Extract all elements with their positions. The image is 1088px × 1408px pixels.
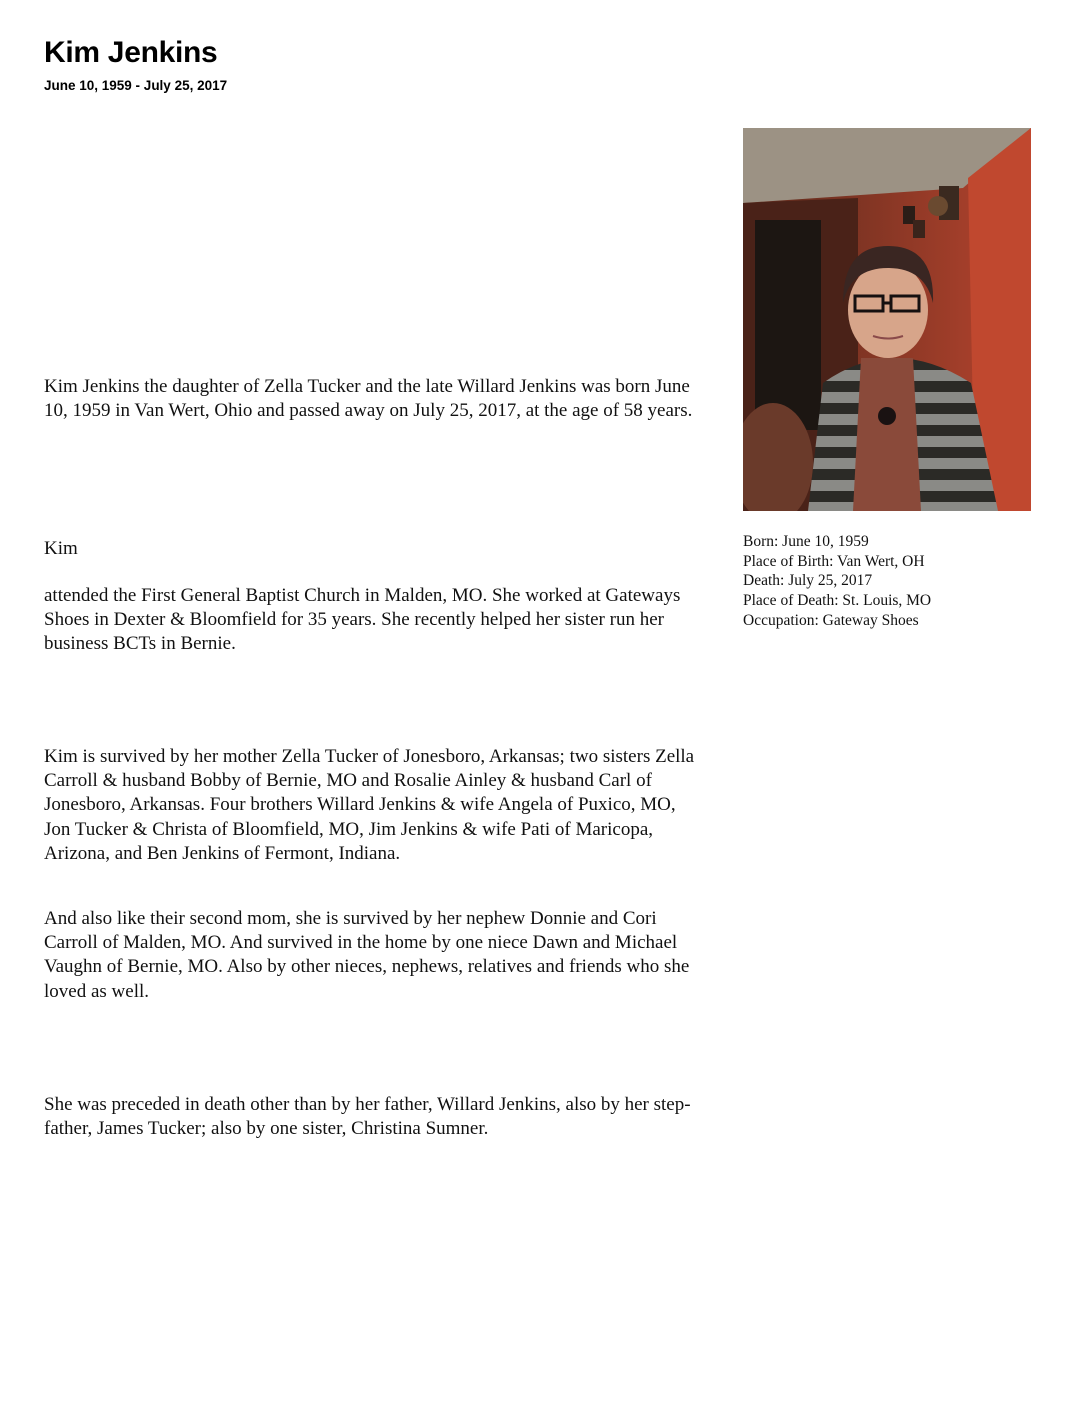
obituary-paragraph-survivors: Kim is survived by her mother Zella Tucker of Jonesboro, Arkansas; two sisters Zella Carroll & husband Bobby of Bernie, MO and Rosalie Ainley & husband Carl of Jonesboro, Arkansas. Four brothers Willard Jenkins & wife Angela of Puxico, MO, Jon Tucker & Christa of Bloomfield, MO, Jim Jenkins & wife Pati of Maricopa, Arizona, and Ben Jenkins of Fermont, Indiana.	[44, 746, 695, 864]
page-title: Kim Jenkins	[44, 36, 218, 69]
obituary-paragraph-preceded: She was preceded in death other than by her father, Willard Jenkins, also by her step-father, James Tucker; also by one sister, Christina Sumner.	[44, 1094, 691, 1140]
fact-born: Born: June 10, 1959	[743, 533, 869, 550]
obituary-paragraph-intro: Kim Jenkins the daughter of Zella Tucker and the late Willard Jenkins was born June 10, 1959 in Van Wert, Ohio and passed away on July 25, 2017, at the age of 58 years.	[44, 376, 693, 422]
life-dates: June 10, 1959 - July 25, 2017	[44, 78, 228, 93]
fact-occupation: Occupation: Gateway Shoes	[743, 611, 919, 629]
obituary-paragraph-name: Kim	[44, 538, 78, 559]
fact-death-place: Place of Death: St. Louis, MO	[743, 592, 932, 610]
vital-facts	[743, 532, 1063, 631]
obituary-paragraph-family: And also like their second mom, she is survived by her nephew Donnie and Cori Carroll of Malden, MO. And survived in the home by one niece Dawn and Michael Vaughn of Bernie, MO. Also by other nieces, nephews, relatives and friends who she loved as well.	[44, 908, 690, 1002]
fact-birth-place: Place of Birth: Van Wert, OH	[743, 552, 925, 570]
fact-death: Death: July 25, 2017	[743, 572, 873, 590]
portrait-photo	[743, 128, 1031, 511]
obituary-paragraph-work: attended the First General Baptist Church in Malden, MO. She worked at Gateways Shoes in Dexter & Bloomfield for 35 years. She recently helped her sister run her business BCTs in Bernie.	[44, 585, 681, 655]
